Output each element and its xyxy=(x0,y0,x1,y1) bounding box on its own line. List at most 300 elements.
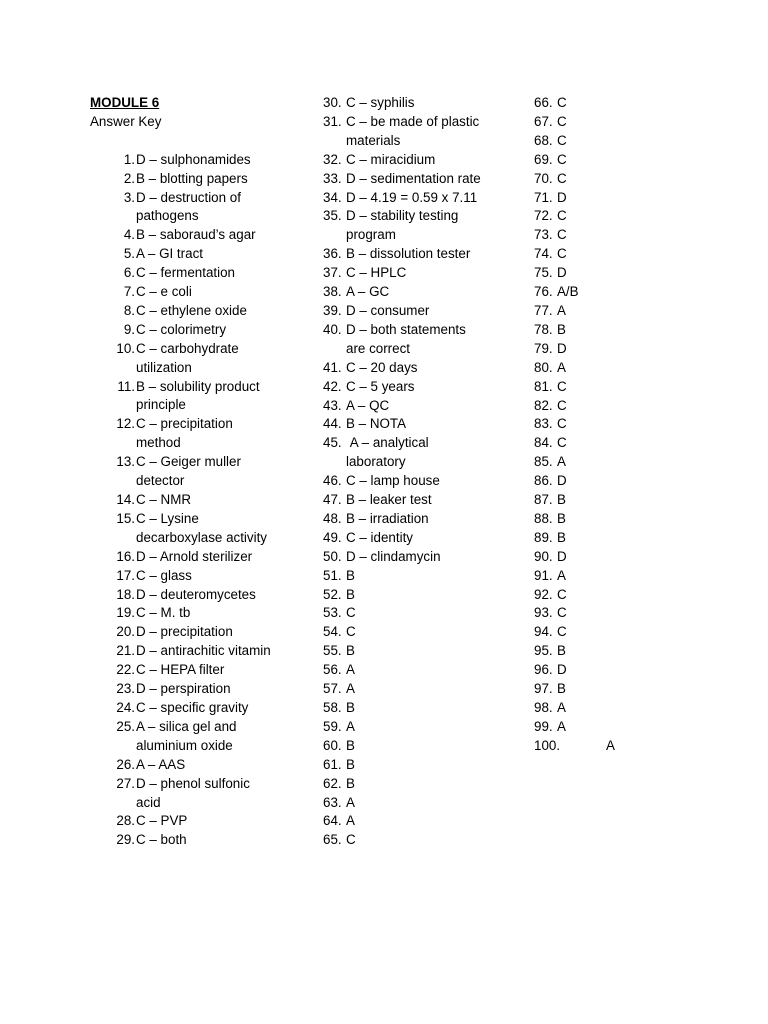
answer-number: 71. xyxy=(534,189,553,205)
answer-number: 77. xyxy=(534,302,553,318)
answer-text: D – deuteromycetes xyxy=(136,586,256,602)
answer-item xyxy=(534,302,734,321)
answer-item xyxy=(323,775,523,794)
answer-number: 49. xyxy=(323,529,342,545)
answer-text: D – consumer xyxy=(346,302,430,318)
answer-item xyxy=(534,642,734,661)
answer-number: 43. xyxy=(323,397,342,413)
answer-number: 6. xyxy=(123,265,135,281)
answer-item xyxy=(534,472,734,491)
answer-number: 28. xyxy=(116,813,135,829)
answer-number: 89. xyxy=(534,529,553,545)
answer-text: C – identity xyxy=(346,529,413,545)
answer-text: C xyxy=(557,586,567,602)
answer-item xyxy=(323,415,523,434)
answer-item xyxy=(323,245,523,264)
answer-text: B – blotting papers xyxy=(136,170,248,186)
answer-item xyxy=(113,283,313,302)
answer-text: A xyxy=(557,700,566,715)
answer-item xyxy=(323,794,523,813)
answer-item xyxy=(113,567,313,586)
answer-number: 15. xyxy=(116,510,135,526)
answer-item xyxy=(323,586,523,605)
answer-text: D xyxy=(557,548,567,564)
answer-text: C xyxy=(557,208,567,224)
answer-item xyxy=(534,623,734,642)
answer-item xyxy=(534,586,734,605)
answer-text: D xyxy=(557,340,567,356)
answer-number: 25. xyxy=(116,718,135,734)
answer-item xyxy=(323,831,523,850)
answer-item xyxy=(113,699,313,718)
answer-text: B xyxy=(346,737,355,753)
answer-text: A xyxy=(557,359,566,375)
answer-number: 76. xyxy=(534,284,553,300)
answer-number: 70. xyxy=(534,170,553,186)
answer-text: A – GI tract xyxy=(136,246,203,262)
answer-number: 57. xyxy=(323,681,342,697)
answer-number: 1. xyxy=(123,151,135,167)
answer-number: 86. xyxy=(534,473,553,489)
answer-text: C xyxy=(557,246,567,262)
answer-column-3 xyxy=(534,94,734,756)
answer-number: 69. xyxy=(534,151,553,167)
answer-item xyxy=(323,680,523,699)
answer-item xyxy=(534,151,734,170)
answer-text: C xyxy=(346,624,356,640)
answer-text: B – irradiation xyxy=(346,510,429,526)
answer-text: C xyxy=(557,416,567,432)
answer-item xyxy=(323,491,523,510)
answer-item xyxy=(323,510,523,529)
answer-text: C xyxy=(557,378,567,394)
answer-item xyxy=(113,680,313,699)
answer-item xyxy=(113,548,313,567)
answer-number: 27. xyxy=(116,775,135,791)
answer-number: 95. xyxy=(534,643,553,659)
answer-text: A – analytical laboratory xyxy=(346,435,433,470)
answer-text: C – be made of plastic materials xyxy=(346,113,483,148)
answer-text: C – ethylene oxide xyxy=(136,302,247,318)
answer-text: C – 5 years xyxy=(346,378,415,394)
answer-item xyxy=(534,680,734,699)
answer-number: 58. xyxy=(323,700,342,715)
answer-number: 17. xyxy=(116,567,135,583)
answer-item xyxy=(534,718,734,737)
answer-text: A xyxy=(606,737,615,753)
answer-number: 39. xyxy=(323,302,342,318)
answer-number: 21. xyxy=(116,643,135,659)
answer-text: C – 20 days xyxy=(346,359,418,375)
answer-number: 33. xyxy=(323,170,342,186)
answer-number: 84. xyxy=(534,435,553,451)
answer-item xyxy=(113,226,313,245)
answer-text: C – NMR xyxy=(136,492,192,507)
answer-item xyxy=(323,189,523,208)
answer-text: B xyxy=(557,492,566,508)
answer-item xyxy=(534,434,734,453)
answer-number: 36. xyxy=(323,246,342,262)
answer-item xyxy=(113,264,313,283)
answer-number: 75. xyxy=(534,265,553,281)
answer-number: 10. xyxy=(116,340,135,356)
answer-number: 56. xyxy=(323,662,342,678)
answer-number: 94. xyxy=(534,624,553,640)
answer-item xyxy=(323,170,523,189)
answer-number: 90. xyxy=(534,548,553,564)
answer-number: 93. xyxy=(534,605,553,621)
answer-text: C – HPLC xyxy=(346,265,407,281)
answer-number: 4. xyxy=(123,227,135,243)
answer-number: 88. xyxy=(534,510,553,526)
answer-item xyxy=(323,207,523,245)
answer-item xyxy=(534,567,734,586)
answer-item xyxy=(534,245,734,264)
answer-item xyxy=(323,397,523,416)
answer-item xyxy=(113,510,313,548)
answer-number: 53. xyxy=(323,605,342,621)
answer-text: D – clindamycin xyxy=(346,548,441,564)
answer-text: D xyxy=(557,662,567,678)
answer-text: B xyxy=(557,321,566,337)
module-title: MODULE 6 xyxy=(90,95,160,110)
answer-item xyxy=(323,321,523,359)
answer-text: C – syphilis xyxy=(346,95,415,110)
answer-text: B – saboraud’s agar xyxy=(136,227,256,243)
answer-item xyxy=(113,718,313,756)
answer-number: 38. xyxy=(323,284,342,300)
answer-text: D – 4.19 = 0.59 x 7.11 xyxy=(346,189,478,205)
answer-item xyxy=(113,170,313,189)
answer-item xyxy=(113,302,313,321)
answer-text: B xyxy=(346,700,355,715)
answer-item xyxy=(323,94,523,113)
answer-item xyxy=(323,529,523,548)
answer-text: D – both statements are correct xyxy=(346,321,470,356)
answer-number: 73. xyxy=(534,227,553,243)
answer-item xyxy=(534,113,734,132)
answer-number: 9. xyxy=(123,321,135,337)
answer-item xyxy=(113,756,313,775)
answer-number: 74. xyxy=(534,246,553,262)
answer-item xyxy=(323,604,523,623)
answer-item xyxy=(113,623,313,642)
answer-text: C – glass xyxy=(136,567,192,583)
answer-number: 87. xyxy=(534,492,553,508)
answer-text: C xyxy=(557,113,567,129)
answer-text: D – precipitation xyxy=(136,624,233,640)
answer-text: C – Geiger muller detector xyxy=(136,454,245,489)
answer-number: 55. xyxy=(323,643,342,659)
answer-text: C xyxy=(557,435,567,451)
answer-text: D xyxy=(557,189,567,205)
answer-text: C – PVP xyxy=(136,813,188,829)
answer-item xyxy=(534,359,734,378)
answer-text: C – colorimetry xyxy=(136,321,227,337)
answer-text: A – QC xyxy=(346,397,390,413)
answer-number: 100. xyxy=(534,737,561,753)
answer-number: 79. xyxy=(534,340,553,356)
answer-item xyxy=(534,548,734,567)
answer-item xyxy=(323,359,523,378)
answer-text: D xyxy=(557,473,567,489)
answer-text: B xyxy=(346,567,355,583)
answer-item xyxy=(113,775,313,813)
answer-text: A xyxy=(557,718,566,734)
answer-item xyxy=(534,264,734,283)
answer-number: 66. xyxy=(534,95,553,110)
answer-item xyxy=(113,812,313,831)
answer-text: A xyxy=(346,681,355,697)
answer-item xyxy=(323,283,523,302)
answer-number: 99. xyxy=(534,718,553,734)
answer-item xyxy=(323,434,523,472)
answer-text: D xyxy=(557,265,567,281)
answer-text: C – M. tb xyxy=(136,605,191,621)
answer-number: 62. xyxy=(323,775,342,791)
answer-number: 3. xyxy=(123,189,135,205)
answer-item xyxy=(323,623,523,642)
answer-key-subtitle: Answer Key xyxy=(90,113,162,129)
answer-text: A xyxy=(346,718,355,734)
answer-item xyxy=(323,567,523,586)
answer-text: C xyxy=(346,832,356,848)
answer-item xyxy=(113,491,313,510)
answer-text: A – silica gel and aluminium oxide xyxy=(136,718,241,753)
answer-text: C – lamp house xyxy=(346,473,440,489)
answer-item xyxy=(323,661,523,680)
answer-number: 2. xyxy=(123,170,135,186)
answer-item xyxy=(113,586,313,605)
answer-number: 48. xyxy=(323,510,342,526)
answer-number: 47. xyxy=(323,492,342,508)
answer-number: 13. xyxy=(116,454,135,470)
answer-text: B xyxy=(557,643,566,659)
answer-number: 51. xyxy=(323,567,342,583)
answer-item xyxy=(534,529,734,548)
answer-text: B xyxy=(346,586,355,602)
answer-number: 7. xyxy=(123,284,135,300)
answer-text: C xyxy=(557,605,567,621)
answer-number: 42. xyxy=(323,378,342,394)
answer-item xyxy=(323,378,523,397)
answer-text: A – AAS xyxy=(136,756,186,772)
answer-text: B – solubility product principle xyxy=(136,378,264,413)
answer-text: D – phenol sulfonic acid xyxy=(136,775,254,810)
answer-number: 81. xyxy=(534,378,553,394)
answer-number: 54. xyxy=(323,624,342,640)
answer-item xyxy=(534,378,734,397)
answer-item xyxy=(534,283,734,302)
answer-number: 35. xyxy=(323,208,342,224)
answer-number: 5. xyxy=(123,246,135,262)
answer-item xyxy=(534,415,734,434)
answer-number: 59. xyxy=(323,718,342,734)
answer-item xyxy=(534,189,734,208)
answer-number: 16. xyxy=(116,548,135,564)
answer-item xyxy=(113,642,313,661)
answer-number: 97. xyxy=(534,681,553,697)
answer-item xyxy=(113,340,313,378)
answer-number: 67. xyxy=(534,113,553,129)
answer-text: C – precipitation method xyxy=(136,416,237,451)
answer-text: C xyxy=(557,624,567,640)
answer-item xyxy=(323,151,523,170)
answer-number: 8. xyxy=(123,302,135,318)
answer-number: 64. xyxy=(323,813,342,829)
answer-item xyxy=(534,94,734,113)
answer-number: 83. xyxy=(534,416,553,432)
answer-item xyxy=(323,756,523,775)
answer-number: 20. xyxy=(116,624,135,640)
answer-item xyxy=(323,472,523,491)
answer-number: 44. xyxy=(323,416,342,432)
answer-text: D – Arnold sterilizer xyxy=(136,548,253,564)
answer-number: 18. xyxy=(116,586,135,602)
answer-number: 22. xyxy=(116,662,135,678)
answer-text: C xyxy=(346,605,356,621)
answer-number: 68. xyxy=(534,132,553,148)
answer-number: 85. xyxy=(534,454,553,470)
answer-item xyxy=(113,661,313,680)
answer-item xyxy=(113,453,313,491)
answer-item xyxy=(534,207,734,226)
answer-item xyxy=(323,718,523,737)
answer-item xyxy=(534,132,734,151)
answer-text: C xyxy=(557,95,567,110)
answer-text: A/B xyxy=(557,284,579,300)
answer-text: C – Lysine decarboxylase activity xyxy=(136,510,267,545)
answer-text: A – GC xyxy=(346,284,390,300)
answer-text: C xyxy=(557,227,567,243)
answer-number: 40. xyxy=(323,321,342,337)
answer-text: B – leaker test xyxy=(346,492,432,508)
answer-item xyxy=(113,831,313,850)
answer-number: 14. xyxy=(116,492,135,507)
answer-number: 50. xyxy=(323,548,342,564)
answer-item xyxy=(323,113,523,151)
answer-text: B xyxy=(557,529,566,545)
answer-text: C – both xyxy=(136,832,187,848)
answer-text: A xyxy=(557,567,566,583)
answer-number: 96. xyxy=(534,662,553,678)
answer-item xyxy=(323,642,523,661)
answer-text: A xyxy=(346,794,355,810)
answer-number: 92. xyxy=(534,586,553,602)
answer-number: 26. xyxy=(116,756,135,772)
answer-text: D – sulphonamides xyxy=(136,151,251,167)
answer-number: 72. xyxy=(534,208,553,224)
answer-item xyxy=(323,302,523,321)
answer-item xyxy=(534,340,734,359)
answer-text: C – e coli xyxy=(136,284,192,300)
answer-text: B xyxy=(346,775,355,791)
answer-item xyxy=(534,510,734,529)
answer-column-1 xyxy=(113,151,313,851)
answer-item xyxy=(534,491,734,510)
answer-text: C xyxy=(557,151,567,167)
answer-item xyxy=(323,812,523,831)
answer-number: 19. xyxy=(116,605,135,621)
answer-text: B xyxy=(557,681,566,697)
answer-item xyxy=(323,548,523,567)
answer-number: 29. xyxy=(116,832,135,848)
answer-item xyxy=(534,661,734,680)
answer-number: 82. xyxy=(534,397,553,413)
answer-number: 12. xyxy=(116,416,135,432)
answer-text: D – destruction of pathogens xyxy=(136,189,245,224)
answer-number: 52. xyxy=(323,586,342,602)
answer-item xyxy=(113,151,313,170)
answer-item xyxy=(534,226,734,245)
answer-text: C – HEPA filter xyxy=(136,662,225,678)
document-header xyxy=(90,94,161,132)
answer-number: 24. xyxy=(116,699,135,715)
answer-item xyxy=(323,264,523,283)
answer-text: A xyxy=(557,454,566,470)
answer-item xyxy=(534,699,734,718)
answer-text: B xyxy=(346,756,355,772)
answer-item xyxy=(113,378,313,416)
answer-number: 65. xyxy=(323,832,342,848)
answer-item xyxy=(113,189,313,227)
answer-number: 31. xyxy=(323,113,342,129)
answer-item xyxy=(534,321,734,340)
answer-number: 41. xyxy=(323,359,342,375)
answer-item xyxy=(534,737,734,756)
answer-text: C – specific gravity xyxy=(136,699,249,715)
answer-item xyxy=(323,699,523,718)
answer-number: 63. xyxy=(323,794,342,810)
answer-item xyxy=(113,415,313,453)
answer-text: A xyxy=(346,662,355,678)
answer-column-2 xyxy=(323,94,523,850)
answer-number: 61. xyxy=(323,756,342,772)
answer-text: D – stability testing program xyxy=(346,208,463,243)
answer-number: 34. xyxy=(323,189,342,205)
answer-number: 32. xyxy=(323,151,342,167)
answer-number: 60. xyxy=(323,737,342,753)
answer-text: C – carbohydrate utilization xyxy=(136,340,243,375)
answer-text: D – perspiration xyxy=(136,681,231,697)
answer-text: B – dissolution tester xyxy=(346,246,471,262)
answer-text: A xyxy=(346,813,355,829)
answer-number: 80. xyxy=(534,359,553,375)
answer-item xyxy=(534,397,734,416)
answer-number: 23. xyxy=(116,681,135,697)
answer-number: 46. xyxy=(323,473,342,489)
answer-number: 37. xyxy=(323,265,342,281)
answer-text: D – sedimentation rate xyxy=(346,170,481,186)
answer-text: B – NOTA xyxy=(346,416,407,432)
answer-item xyxy=(323,737,523,756)
answer-number: 11. xyxy=(117,378,135,394)
answer-text: C – miracidium xyxy=(346,151,436,167)
answer-item xyxy=(534,170,734,189)
answer-number: 30. xyxy=(323,95,342,110)
answer-text: C – fermentation xyxy=(136,265,235,281)
answer-text: B xyxy=(557,510,566,526)
answer-number: 91. xyxy=(534,567,553,583)
answer-item xyxy=(534,604,734,623)
answer-text: A xyxy=(557,302,566,318)
answer-item xyxy=(113,604,313,623)
answer-number: 78. xyxy=(534,321,553,337)
answer-text: C xyxy=(557,397,567,413)
answer-item xyxy=(534,453,734,472)
answer-text: C xyxy=(557,132,567,148)
answer-text: C xyxy=(557,170,567,186)
